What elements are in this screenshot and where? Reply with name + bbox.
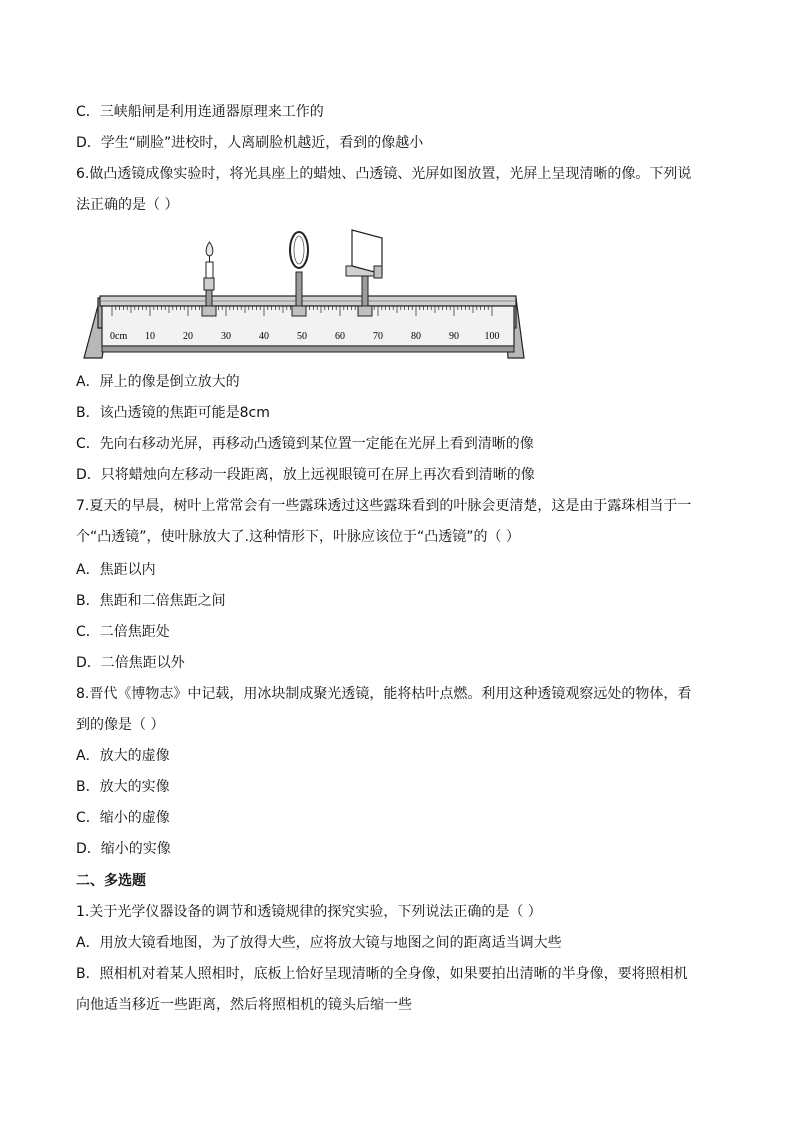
optical-bench-figure [76, 228, 528, 368]
option-d: D．二倍焦距以外 [76, 655, 185, 671]
option-b: B．该凸透镜的焦距可能是8cm [76, 405, 270, 421]
ruler-label: 40 [259, 331, 269, 342]
ruler-label: 20 [183, 331, 193, 342]
question-8-line-1: 8.晋代《博物志》中记载，用冰块制成聚光透镜，能将枯叶点燃。利用这种透镜观察远处的物体，看 [76, 686, 692, 702]
section-heading: 二、多选题 [76, 873, 146, 889]
ruler-base [102, 346, 514, 352]
ruler-label: 90 [449, 331, 459, 342]
text-line: D．学生“刷脸”进校时，人离刷脸机越近，看到的像越小 [76, 135, 424, 151]
option-a: A．焦距以内 [76, 562, 156, 578]
option-a: A．屏上的像是倒立放大的 [76, 374, 240, 390]
optical-bench-drawing [76, 228, 528, 368]
option-c: C．先向右移动光屏，再移动凸透镜到某位置一定能在光屏上看到清晰的像 [76, 436, 534, 452]
option-a: A．用放大镜看地图，为了放得大些，应将放大镜与地图之间的距离适当调大些 [76, 935, 562, 951]
flame-icon [206, 242, 213, 256]
ruler-label: 60 [335, 331, 345, 342]
question-6-line-1: 6.做凸透镜成像实验时，将光具座上的蜡烛、凸透镜、光屏如图放置，光屏上呈现清晰的像。下列说 [76, 166, 692, 182]
question-6-line-2: 法正确的是（ ） [76, 197, 179, 213]
ruler-label: 0cm [110, 331, 128, 342]
option-d: D．只将蜡烛向左移动一段距离，放上远视眼镜可在屏上再次看到清晰的像 [76, 467, 535, 483]
question-7-line-1: 7.夏天的早晨，树叶上常常会有一些露珠透过这些露珠看到的叶脉会更清楚，这是由于露珠相当于一 [76, 498, 692, 514]
ruler-label: 30 [221, 331, 231, 342]
ruler-label: 10 [145, 331, 155, 342]
ruler-label: 50 [297, 331, 307, 342]
option-b-line-1: B．照相机对着某人照相时，底板上恰好呈现清晰的全身像，如果要拍出清晰的半身像，要将照相机 [76, 966, 688, 982]
question-7-line-2: 个“凸透镜”，使叶脉放大了.这种情形下，叶脉应该位于“凸透镜”的（ ） [76, 529, 520, 545]
question-8-line-2: 到的像是（ ） [76, 717, 165, 733]
option-b: B．放大的实像 [76, 779, 170, 795]
ruler-label: 70 [373, 331, 383, 342]
text-line: C．三峡船闸是利用连通器原理来工作的 [76, 104, 324, 120]
option-a: A．放大的虚像 [76, 748, 170, 764]
option-b-line-2: 向他适当移近一些距离，然后将照相机的镜头后缩一些 [76, 997, 412, 1013]
option-c: C．二倍焦距处 [76, 624, 170, 640]
ruler-label: 80 [411, 331, 421, 342]
ruler-label: 100 [484, 331, 500, 342]
option-d: D．缩小的实像 [76, 841, 171, 857]
option-b: B．焦距和二倍焦距之间 [76, 593, 226, 609]
option-c: C．缩小的虚像 [76, 810, 170, 826]
multi-question-1: 1.关于光学仪器设备的调节和透镜规律的探究实验，下列说法正确的是（ ） [76, 904, 542, 920]
